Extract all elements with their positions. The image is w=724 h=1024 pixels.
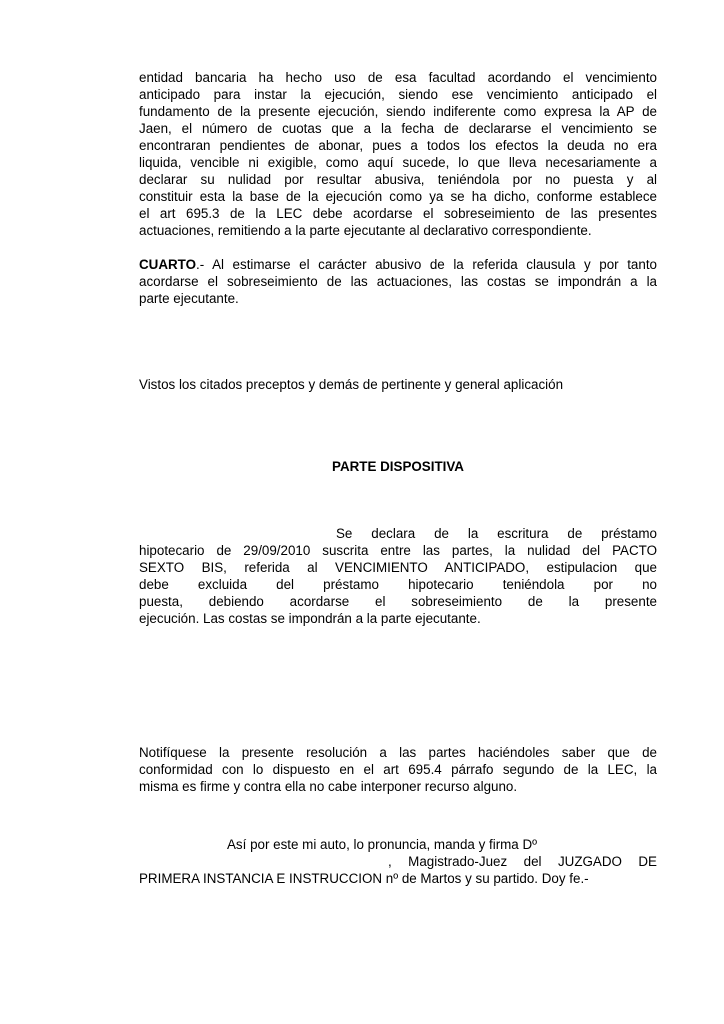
text-line: SEXTO BIS, referida al VENCIMIENTO ANTICIPADO, estipulacion que (139, 560, 657, 575)
text-line: actuaciones, remitiendo a la parte ejecutante al declarativo correspondiente. (139, 223, 592, 238)
text-line: anticipado para instar la ejecución, siendo ese vencimiento anticipado el (139, 87, 657, 102)
text-line: el art 695.3 de la LEC debe acordarse el sobreseimiento de las presentes (139, 206, 657, 221)
text-line: constituir esta la base de la ejecución como ya se ha dicho, conforme establece (139, 189, 657, 204)
text-line: puesta, debiendo acordarse el sobreseimiento de la presente (139, 594, 657, 609)
text-line: liquida, vencible ni exigible, como aquí sucede, lo que lleva necesariamente a (139, 155, 657, 170)
paragraph-vistos: Vistos los citados preceptos y demás de pertinente y general aplicación (139, 377, 564, 392)
section-label: CUARTO (139, 257, 197, 272)
text-line: entidad bancaria ha hecho uso de esa facultad acordando el vencimiento (139, 70, 657, 85)
text-line: acordarse el sobreseimiento de las actuaciones, las costas se impondrán a la (139, 274, 657, 289)
section-heading: PARTE DISPOSITIVA (332, 459, 464, 474)
text-line: fundamento de la presente ejecución, siendo indiferente como expresa la AP de (139, 104, 657, 119)
text-line: Se declara de la escritura de préstamo (336, 526, 657, 541)
text-line-rest: .- Al estimarse el carácter abusivo de la referida clausula y por tanto (196, 257, 657, 272)
text-line: conformidad con lo dispuesto en el art 695.4 párrafo segundo de la LEC, la (139, 762, 657, 777)
text-line: parte ejecutante. (139, 291, 239, 306)
text-line: Así por este mi auto, lo pronuncia, manda y firma Dº (227, 837, 538, 852)
text-line (139, 256, 657, 273)
text-line: , Magistrado-Juez del JUZGADO DE (388, 854, 657, 869)
text-line: Jaen, el número de cuotas que a la fecha de declararse el vencimiento se (139, 121, 657, 136)
text-line: PRIMERA INSTANCIA E INSTRUCCION nº de Martos y su partido. Doy fe.- (139, 871, 589, 886)
text-line: encontraran pendientes de abonar, pues a todos los efectos la deuda no era (139, 138, 657, 153)
text-line: misma es firme y contra ella no cabe interponer recurso alguno. (139, 779, 518, 794)
text-line: debe excluida del préstamo hipotecario teniéndola por no (139, 577, 657, 592)
text-line: ejecución. Las costas se impondrán a la parte ejecutante. (139, 611, 481, 626)
text-line: Notifíquese la presente resolución a las partes haciéndoles saber que de (139, 745, 657, 760)
text-line: hipotecario de 29/09/2010 suscrita entre las partes, la nulidad del PACTO (139, 543, 657, 558)
text-line: declarar su nulidad por resultar abusiva, teniéndola por no puesta y al (139, 172, 657, 187)
